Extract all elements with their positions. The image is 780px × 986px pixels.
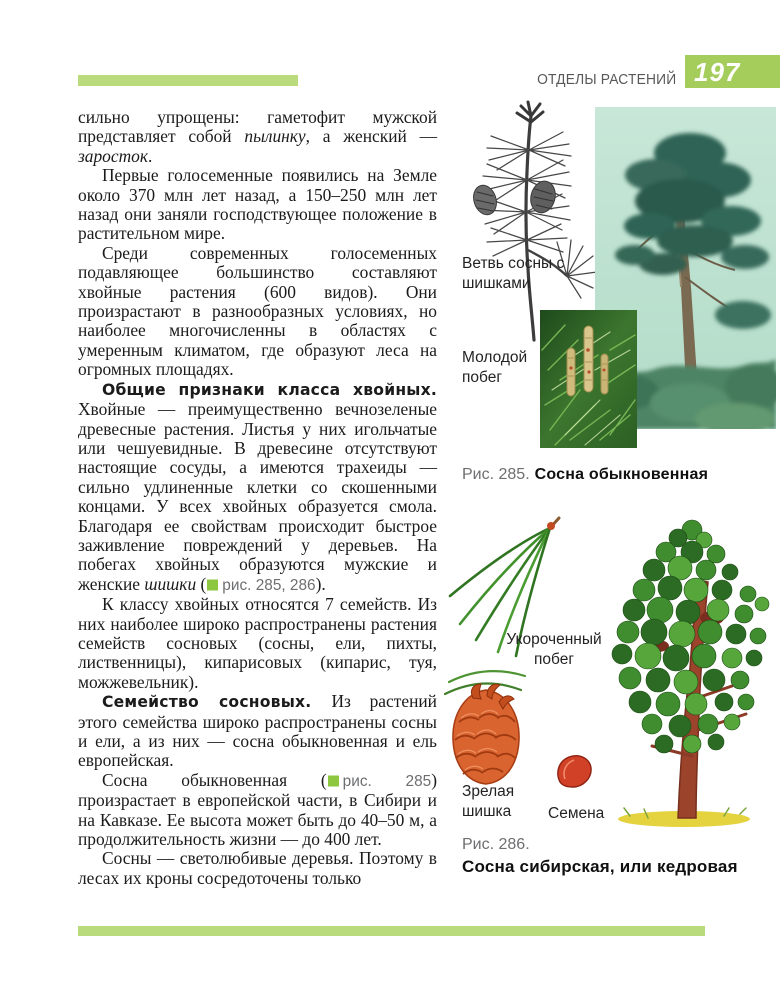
bottom-green-rule [78, 926, 705, 936]
figure-ref-square-icon [328, 775, 339, 786]
paragraph [78, 771, 437, 850]
siberian-pine-drawing [600, 518, 778, 830]
italic-term: шишки [144, 573, 197, 594]
run-in-heading: Общие признаки класса хвойных. [102, 380, 437, 399]
label-mature-cone: Зрелая шишка [462, 783, 515, 820]
italic-term: пылинку [244, 126, 306, 147]
text-segment: Первые голосеменные появились на Земле около 370 млн лет назад, а 150–250 млн лет назад они заняли господствующее положение в растительном мире. [78, 165, 437, 244]
text-segment: ) произрастает в европейской части, в Сибири и на Кавказе. Ее высота может быть до 40–50 м, а продолжительность жизни — до 400 лет. [78, 769, 437, 850]
label-seeds: Семена [548, 805, 605, 822]
paragraph [78, 108, 437, 166]
caption-286-prefix: Рис. 286. [462, 836, 530, 853]
paragraph [78, 166, 437, 244]
text-segment: Сосны — светолюбивые деревья. Поэтому в лесах их кроны сосредоточены только [78, 848, 437, 888]
paragraph [78, 380, 437, 595]
caption-285-title: Сосна обыкновенная [534, 466, 709, 483]
paragraph [78, 595, 437, 692]
text-segment: . [147, 145, 153, 166]
text-segment: Сосна обыкновенная ( [102, 769, 327, 790]
text-segment: К классу хвойных относятся 7 семейств. Из них наиболее широко распространены растения семейств сосновых (сосны, ели, пихты, лиственницы), кипарисовых (кипарис, туя, можжевельник). [78, 594, 437, 692]
text-segment: Хвойные — преимущественно вечнозеленые древесные растения. Листья у них игольчатые или чешуевидные. В древесине отсутствуют настоящие сосуды, а имеются трахеиды — сильно удлиненные клетки со скошенными концами. У всех хвойных образуется смола. Благодаря ее свойствам происходит быстрое заживление повреждений у деревьев. На побегах хвойных образуются мужские и женские [78, 399, 437, 594]
caption-286-title: Сосна сибирская, или кедровая [462, 857, 738, 876]
label-short-shoot: Укороченный побег [506, 631, 602, 668]
figure-ref-square-icon [207, 579, 218, 590]
text-segment: ( [196, 573, 207, 594]
section-label: ОТДЕЛЫ РАСТЕНИЙ [536, 71, 676, 88]
young-shoot-photo [540, 310, 637, 448]
caption-285 [462, 466, 708, 484]
run-in-heading: Семейство сосновых. [102, 693, 332, 712]
paragraph [78, 849, 437, 888]
article-text [78, 108, 437, 888]
figure-ref: рис. 285 [342, 772, 432, 790]
top-green-rule [78, 75, 298, 86]
text-segment: сильно упрощены: гаметофит мужской представляет собой [78, 107, 437, 147]
paragraph [78, 244, 437, 380]
caption-285-prefix: Рис. 285. [462, 466, 530, 483]
text-segment: ). [315, 573, 326, 594]
page-number: 197 [694, 57, 741, 87]
seed-drawing [553, 752, 595, 792]
caption-286 [462, 836, 738, 877]
label-young-shoot: Молодой побег [462, 349, 528, 386]
text-segment: Из растений этого семейства широко распространены сосны и ели, а из них — сосна обыкновенная и ель европейская. [78, 691, 437, 771]
figure-ref: рис. 285, 286 [222, 576, 316, 594]
page-number-box [685, 55, 780, 88]
paragraph [78, 692, 437, 771]
text-segment: , а женский — [305, 126, 438, 147]
mature-cone-drawing [443, 660, 528, 788]
label-branch: Ветвь сосны с шишками [462, 255, 565, 292]
italic-term: заросток [78, 145, 148, 166]
text-segment: Среди современных голосеменных подавляющее большинство составляют хвойные растения (600 видов). Они произрастают в разнообразных условиях, но наиболее многочисленны в областях с умеренным климатом, где образуют леса на огромных площадях. [78, 242, 437, 380]
pine-branch-drawing [455, 100, 615, 345]
